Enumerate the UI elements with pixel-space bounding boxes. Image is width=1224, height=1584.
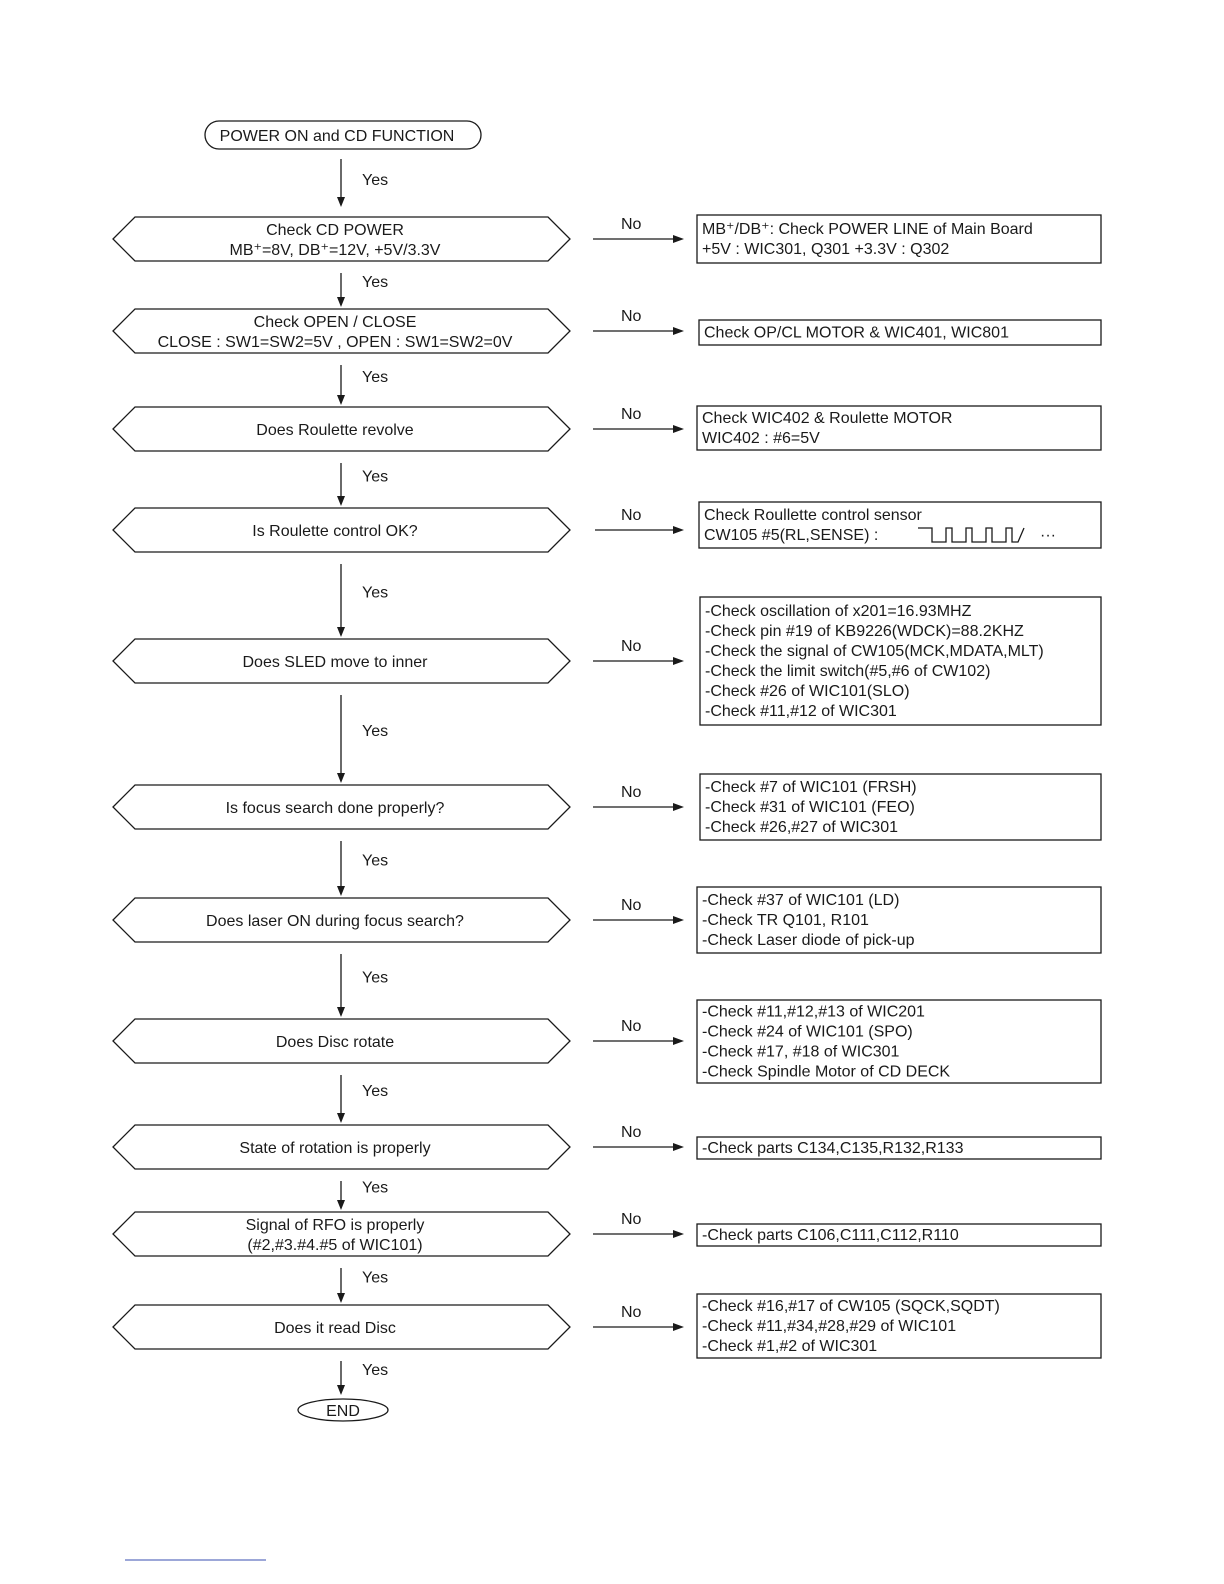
- action-text: +5V : WIC301, Q301 +3.3V : Q302: [702, 241, 950, 258]
- yes-label: Yes: [362, 969, 389, 987]
- decision-text: Is Roulette control OK?: [252, 523, 418, 540]
- no-label: No: [621, 507, 642, 524]
- no-label: No: [621, 638, 642, 655]
- action-box-11: [697, 1294, 1101, 1358]
- no-arrow-2: [593, 327, 684, 335]
- decision-text: Is focus search done properly?: [225, 800, 445, 817]
- action-text: -Check #11,#12 of WIC301: [705, 703, 897, 720]
- action-box-1: [697, 215, 1101, 263]
- action-text: CW105 #5(RL,SENSE) :: [704, 527, 879, 544]
- no-arrow-10: [593, 1230, 684, 1238]
- action-text: -Check oscillation of x201=16.93MHZ: [705, 603, 972, 620]
- no-arrow-8: [593, 1037, 684, 1045]
- action-text: -Check #7 of WIC101 (FRSH): [705, 779, 917, 796]
- no-arrow-7: [593, 916, 684, 924]
- no-arrow-1: [593, 235, 684, 243]
- action-box-10: [697, 1224, 1101, 1246]
- action-text: WIC402 : #6=5V: [702, 430, 820, 447]
- yes-label: Yes: [362, 1362, 389, 1379]
- decision-text: Does laser ON during focus search?: [206, 913, 464, 930]
- action-text: -Check #17, #18 of WIC301: [702, 1043, 900, 1061]
- action-text: -Check #24 of WIC101 (SPO): [702, 1023, 913, 1041]
- decision-text: Does SLED move to inner: [242, 654, 428, 671]
- action-box-4: [699, 502, 1101, 548]
- no-arrow-4: [595, 526, 684, 534]
- no-label: No: [621, 1211, 642, 1228]
- yes-arrow-2: [337, 365, 345, 405]
- start-label: POWER ON and CD FUNCTION: [219, 128, 455, 145]
- action-box-8: [697, 1000, 1101, 1083]
- action-text: MB⁺/DB⁺: Check POWER LINE of Main Board: [702, 221, 1033, 238]
- decision-text: Does it read Disc: [274, 1320, 396, 1337]
- decision-6: [113, 785, 570, 829]
- yes-label: Yes: [362, 1179, 389, 1197]
- yes-arrow-4: [337, 564, 345, 637]
- no-arrow-9: [593, 1143, 684, 1151]
- action-text: -Check #26 of WIC101(SLO): [705, 683, 910, 700]
- action-text: Check WIC402 & Roulette MOTOR: [702, 410, 953, 427]
- yes-label: Yes: [362, 468, 389, 486]
- action-box-3: [697, 406, 1101, 450]
- action-box-2: [699, 320, 1101, 345]
- ellipsis: ···: [1040, 527, 1056, 544]
- decision-text: Does Disc rotate: [275, 1034, 395, 1051]
- no-label: No: [621, 1124, 642, 1141]
- action-text: -Check the limit switch(#5,#6 of CW102): [705, 663, 991, 680]
- action-text: -Check #26,#27 of WIC301: [705, 819, 898, 836]
- decision-2: [113, 309, 570, 353]
- decision-text: (#2,#3.#4.#5 of WIC101): [247, 1237, 423, 1254]
- end-label: END: [326, 1403, 360, 1420]
- decision-7: [113, 898, 570, 942]
- action-text: -Check Spindle Motor of CD DECK: [702, 1063, 951, 1081]
- decision-9: [113, 1125, 570, 1169]
- no-label: No: [621, 897, 642, 914]
- no-label: No: [621, 308, 642, 325]
- no-arrow-5: [593, 657, 684, 665]
- decision-11: [113, 1305, 570, 1349]
- end-terminal: [298, 1399, 388, 1421]
- decision-1: [113, 217, 570, 261]
- no-label: No: [621, 1018, 642, 1035]
- yes-label: Yes: [362, 1083, 389, 1100]
- yes-label: Yes: [362, 274, 389, 291]
- action-text: -Check #37 of WIC101 (LD): [702, 892, 900, 909]
- decision-10: [113, 1212, 570, 1256]
- action-text: -Check pin #19 of KB9226(WDCK)=88.2KHZ: [705, 623, 1024, 640]
- yes-label: Yes: [362, 172, 389, 189]
- decision-text: MB⁺=8V, DB⁺=12V, +5V/3.3V: [229, 242, 441, 259]
- yes-label: Yes: [362, 369, 389, 386]
- start-terminal: [205, 121, 481, 149]
- decision-4: [113, 508, 570, 552]
- action-text: -Check the signal of CW105(MCK,MDATA,MLT): [705, 643, 1044, 660]
- decision-text: Does Roulette revolve: [256, 422, 414, 439]
- decision-text: Signal of RFO is properly: [245, 1217, 425, 1234]
- action-text: -Check #31 of WIC101 (FEO): [705, 799, 915, 816]
- decision-8: [113, 1019, 570, 1063]
- yes-arrow-6: [337, 841, 345, 896]
- decision-3: [113, 407, 570, 451]
- action-box-5: [700, 597, 1101, 725]
- yes-arrow-start: [337, 159, 345, 207]
- action-text: -Check #11,#12,#13 of WIC201: [702, 1003, 925, 1021]
- decision-text: State of rotation is properly: [239, 1140, 431, 1157]
- no-arrow-11: [593, 1323, 684, 1331]
- yes-arrow-7: [337, 954, 345, 1017]
- action-text: Check Roullette control sensor: [704, 507, 922, 524]
- yes-arrow-5: [337, 695, 345, 783]
- action-text: -Check parts C134,C135,R132,R133: [702, 1140, 964, 1157]
- action-text: -Check Laser diode of pick-up: [702, 932, 915, 949]
- decision-text: CLOSE : SW1=SW2=5V , OPEN : SW1=SW2=0V: [157, 334, 513, 351]
- action-box-9: [697, 1137, 1101, 1159]
- decision-5: [113, 639, 570, 683]
- no-label: No: [621, 784, 642, 801]
- action-text: -Check #16,#17 of CW105 (SQCK,SQDT): [702, 1298, 1000, 1315]
- decision-text: Check CD POWER: [266, 222, 404, 239]
- yes-arrow-10: [337, 1268, 345, 1303]
- yes-label: Yes: [362, 723, 389, 740]
- no-label: No: [621, 1304, 642, 1321]
- action-text: Check OP/CL MOTOR & WIC401, WIC801: [704, 324, 1009, 342]
- yes-arrow-9: [337, 1181, 345, 1210]
- action-box-7: [697, 887, 1101, 953]
- yes-arrow-3: [337, 463, 345, 506]
- no-arrow-6: [593, 803, 684, 811]
- action-text: -Check TR Q101, R101: [702, 912, 869, 929]
- action-text: -Check #11,#34,#28,#29 of WIC101: [702, 1318, 957, 1335]
- yes-label: Yes: [362, 852, 389, 870]
- decision-text: Check OPEN / CLOSE: [253, 314, 417, 331]
- no-arrow-3: [593, 425, 684, 433]
- action-text: -Check parts C106,C111,C112,R110: [702, 1227, 959, 1244]
- yes-arrow-11: [337, 1361, 345, 1395]
- yes-label: Yes: [362, 1269, 389, 1287]
- no-label: No: [621, 216, 642, 233]
- yes-arrow-8: [337, 1075, 345, 1123]
- yes-label: Yes: [362, 584, 389, 602]
- action-box-6: [700, 774, 1101, 840]
- action-text: -Check #1,#2 of WIC301: [702, 1338, 878, 1355]
- yes-arrow-1: [337, 273, 345, 307]
- no-label: No: [621, 406, 642, 423]
